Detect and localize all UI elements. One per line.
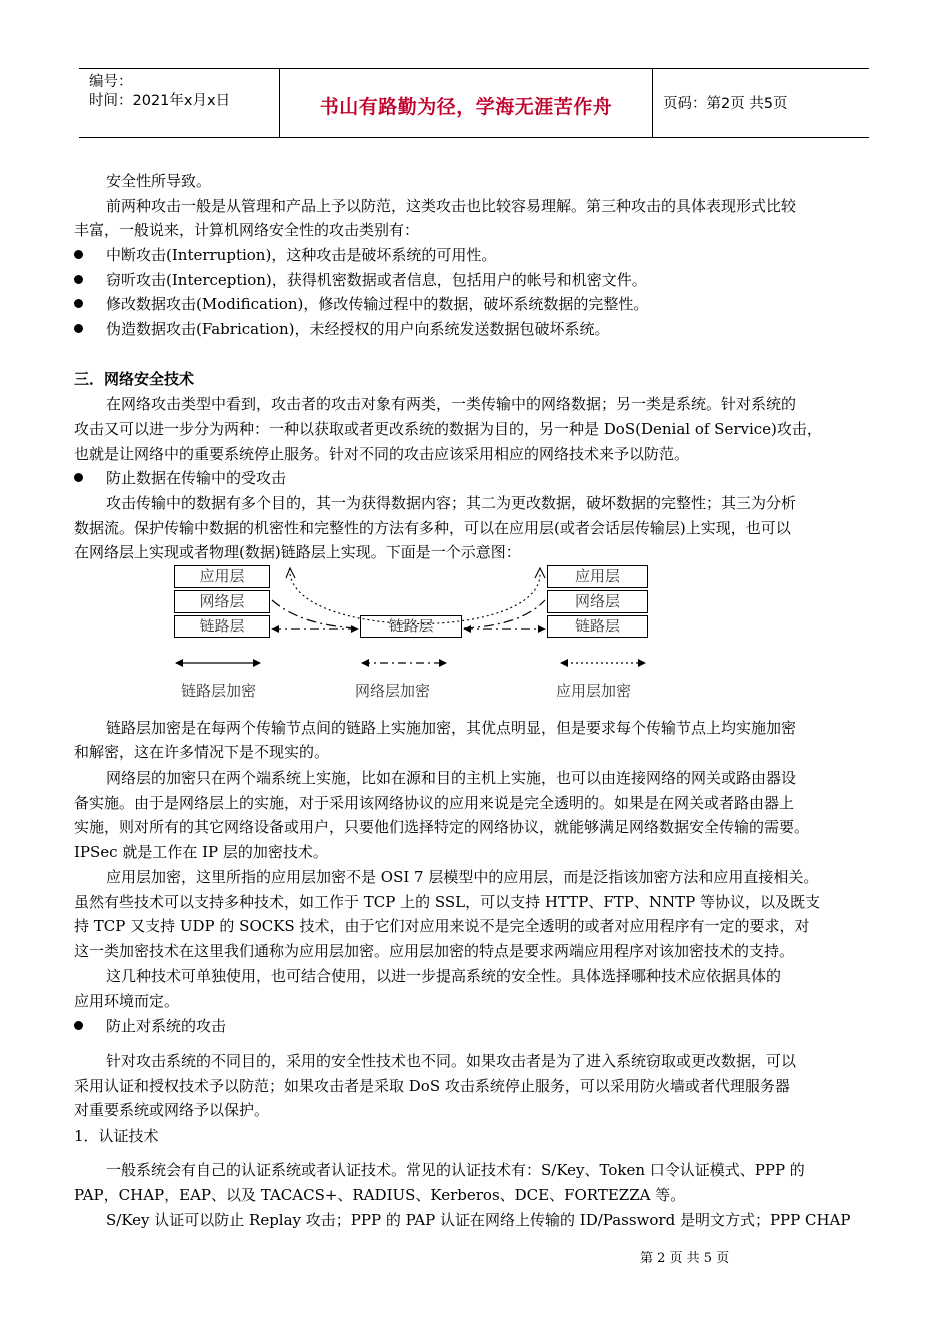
application-arrow-left bbox=[286, 568, 295, 578]
text-line: 针对攻击系统的不同目的，采用的安全性技术也不同。如果攻击者是为了进入系统窃取或更改数据，可以 bbox=[106, 1052, 797, 1070]
right-link-layer-box: 链路层 bbox=[547, 615, 648, 638]
text-line: 数据流。保护传输中数据的机密性和完整性的方法有多种，可以在应用层(或者会话层传输层)上实现，也可以 bbox=[74, 519, 791, 537]
bullet-text: 窃听攻击(Interception)，获得机密数据或者信息，包括用户的帐号和机密文件。 bbox=[106, 271, 647, 289]
text-line: 持 TCP 又支持 UDP 的 SOCKS 技术，由于它们对应用来说不是完全透明的或者对应用程序有一定的要求，对 bbox=[74, 917, 810, 935]
header-code: 编号： bbox=[89, 74, 133, 90]
text-line: 网络层的加密只在两个端系统上实施，比如在源和目的主机上实施，也可以由连接网络的网关或路由器设 bbox=[106, 769, 797, 787]
right-app-layer-box: 应用层 bbox=[547, 565, 648, 588]
text-line: 在网络层上实现或者物理(数据)链路层上实现。下面是一个示意图： bbox=[74, 543, 521, 561]
text-line: 采用认证和授权技术予以防范；如果攻击者是采取 DoS 攻击系统停止服务，可以采用防火墙或者代理服务器 bbox=[74, 1077, 790, 1095]
legend-link-label: 链路层加密 bbox=[181, 682, 257, 700]
text-line: 这几种技术可单独使用，也可结合使用，以进一步提高系统的安全性。具体选择哪种技术应依据具体的 bbox=[106, 967, 782, 985]
middle-link-layer-box: 链路层 bbox=[360, 615, 462, 638]
network-curve bbox=[464, 600, 545, 628]
bullet-text: 中断攻击(Interruption)，这种攻击是破坏系统的可用性。 bbox=[106, 246, 497, 264]
bullet-text: 修改数据攻击(Modification)，修改传输过程中的数据，破坏系统数据的完整性。 bbox=[106, 295, 649, 313]
text-line: S/Key 认证可以防止 Replay 攻击；PPP 的 PAP 认证在网络上传输的 ID/Password 是明文方式；PPP CHAP bbox=[106, 1211, 851, 1229]
network-curve bbox=[272, 600, 358, 628]
text-line: 丰富，一般说来，计算机网络安全性的攻击类别有： bbox=[74, 221, 420, 239]
text-line: 虽然有些技术可以支持多种技术，如工作于 TCP 上的 SSL，可以支持 HTTP、FTP、NNTP 等协议，以及既支 bbox=[74, 893, 820, 911]
text-line: 应用层加密，这里所指的应用层加密不是 OSI 7 层模型中的应用层，而是泛指该加密方法和应用直接相关。 bbox=[106, 868, 819, 886]
text-line: PAP，CHAP，EAP、以及 TACACS+、RADIUS、Kerberos、DCE、FORTEZZA 等。 bbox=[74, 1186, 686, 1204]
text-line: 前两种攻击一般是从管理和产品上予以防范，这类攻击也比较容易理解。第三种攻击的具体表现形式比较 bbox=[106, 197, 797, 215]
text-line: 备实施。由于是网络层上的实施，对于采用该网络协议的应用来说是完全透明的。如果是在网关或者路由器上 bbox=[74, 794, 795, 812]
bullet-text: 伪造数据攻击(Fabrication)，未经授权的用户向系统发送数据包破坏系统。 bbox=[106, 320, 610, 338]
text-line: 攻击传输中的数据有多个目的，其一为获得数据内容；其二为更改数据，破坏数据的完整性；其三为分析 bbox=[106, 494, 797, 512]
left-link-layer-box: 链路层 bbox=[174, 615, 270, 638]
application-arc bbox=[290, 574, 540, 624]
right-net-layer-box: 网络层 bbox=[547, 590, 648, 613]
page-footer: 第 2 页 共 5 页 bbox=[640, 1251, 730, 1266]
section-heading: 三．网络安全技术 bbox=[74, 370, 195, 388]
text-line: 攻击又可以进一步分为两种：一种以获取或者更改系统的数据为目的，另一种是 DoS(Denial of Service)攻击， bbox=[74, 420, 822, 438]
text-line: 和解密，这在许多情况下是不现实的。 bbox=[74, 743, 330, 761]
text-line: IPSec 就是工作在 IP 层的加密技术。 bbox=[74, 843, 328, 861]
text-line: 安全性所导致。 bbox=[106, 172, 212, 190]
header-page-number: 页码：第2页 共5页 bbox=[663, 96, 788, 112]
text-line: 这一类加密技术在这里我们通称为应用层加密。应用层加密的特点是要求两端应用程序对该加密技术的支持。 bbox=[74, 942, 795, 960]
left-net-layer-box: 网络层 bbox=[174, 590, 270, 613]
bullet-text: 防止对系统的攻击 bbox=[106, 1017, 227, 1035]
text-line: 一般系统会有自己的认证系统或者认证技术。常见的认证技术有：S/Key、Token 口令认证模式、PPP 的 bbox=[106, 1161, 805, 1179]
legend-network-label: 网络层加密 bbox=[355, 682, 431, 700]
text-line: 实施，则对所有的其它网络设备或用户，只要他们选择特定的网络协议，就能够满足网络数据安全传输的需要。 bbox=[74, 818, 810, 836]
header-motto: 书山有路勤为径，学海无涯苦作舟 bbox=[319, 96, 613, 118]
header-time: 时间：2021年x月x日 bbox=[89, 93, 231, 109]
text-line: 对重要系统或网络予以保护。 bbox=[74, 1101, 270, 1119]
text-line: 应用环境而定。 bbox=[74, 992, 180, 1010]
bullet-text: 防止数据在传输中的受攻击 bbox=[106, 469, 287, 487]
text-line: 链路层加密是在每两个传输节点间的链路上实施加密，其优点明显，但是要求每个传输节点上均实施加密 bbox=[106, 719, 797, 737]
left-app-layer-box: 应用层 bbox=[174, 565, 270, 588]
text-line: 也就是让网络中的重要系统停止服务。针对不同的攻击应该采用相应的网络技术来予以防范。 bbox=[74, 445, 690, 463]
subsection-heading: 1．认证技术 bbox=[74, 1127, 159, 1145]
bullet-icon bbox=[74, 1021, 83, 1030]
legend-application-label: 应用层加密 bbox=[556, 682, 632, 700]
text-line: 在网络攻击类型中看到，攻击者的攻击对象有两类，一类传输中的网络数据；另一类是系统。针对系统的 bbox=[106, 395, 797, 413]
